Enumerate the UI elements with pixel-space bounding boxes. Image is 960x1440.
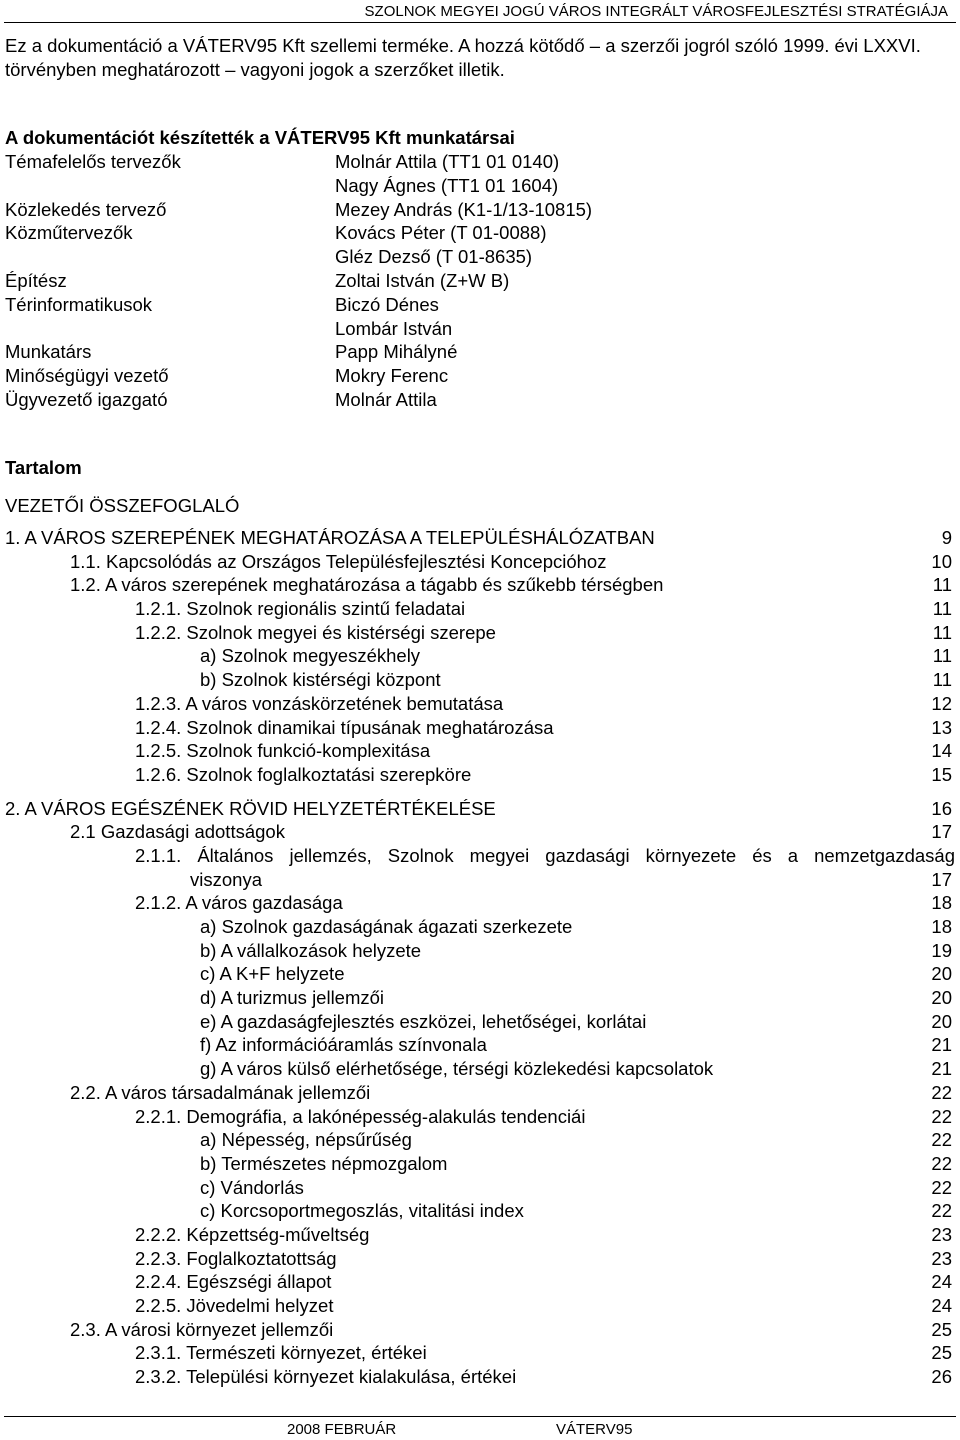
toc-entry-page: 11 — [932, 645, 952, 667]
toc-entry[interactable] — [0, 1081, 960, 1105]
toc-entry-label: viszonya — [190, 868, 262, 890]
toc-entry[interactable] — [0, 1270, 960, 1294]
team-member-name: Lombár István — [335, 317, 453, 339]
team-member-name: Mokry Ferenc — [335, 365, 449, 387]
toc-entry-page: 25 — [931, 1342, 952, 1364]
team-member-name: Molnár Attila (TT1 01 0140) — [335, 151, 560, 172]
toc-entry-label: 2.2.2. Képzettség-műveltség — [135, 1223, 370, 1245]
toc-entry[interactable] — [0, 1294, 960, 1318]
team-row — [5, 198, 955, 222]
toc-entry[interactable] — [0, 1199, 960, 1223]
toc-entry[interactable] — [0, 573, 960, 597]
toc-entry-label: 1.2.4. Szolnok dinamikai típusának meghatározása — [135, 716, 554, 738]
copyright-notice: Ez a dokumentáció a VÁTERV95 Kft szellemi terméke. A hozzá kötődő – a szerzői jogról szóló 1999. évi LXXVI. törvényben meghatározott – vagyoni jogok a szerzőket illetik. — [5, 35, 921, 80]
toc-entry-page: 22 — [931, 1105, 952, 1127]
toc-entry-label: 1.1. Kapcsolódás az Országos Településfejlesztési Koncepcióhoz — [70, 550, 607, 572]
toc-entry[interactable] — [0, 1033, 960, 1057]
toc-entry-label: b) A vállalkozások helyzete — [200, 939, 422, 961]
toc-executive-summary: VEZETŐI ÖSSZEFOGLALÓ — [5, 495, 240, 516]
toc-entry-page: 20 — [931, 1010, 952, 1032]
toc-entry-page: 22 — [931, 1081, 952, 1103]
team-row — [5, 174, 955, 198]
team-role: Építész — [5, 269, 67, 291]
toc-entry[interactable] — [0, 668, 960, 692]
toc-entry[interactable] — [0, 1105, 960, 1129]
toc-entry-page: 20 — [931, 987, 952, 1009]
toc-entry-label: b) Természetes népmozgalom — [200, 1152, 448, 1174]
toc-entry-label: e) A gazdaságfejlesztés eszközei, lehetőségei, korlátai — [200, 1010, 647, 1032]
toc-entry-label: 2.1.2. A város gazdasága — [135, 892, 343, 914]
toc-entry-page: 9 — [941, 527, 952, 548]
team-row — [5, 388, 955, 412]
toc-entry-page: 25 — [931, 1318, 952, 1340]
toc-entry[interactable] — [0, 797, 960, 821]
team-member-name: Mezey András (K1-1/13-10815) — [335, 198, 593, 220]
toc-entry-page: 21 — [931, 1034, 952, 1056]
team-row — [5, 364, 955, 388]
toc-entry-page: 13 — [931, 716, 952, 738]
toc-entry-label: c) Vándorlás — [200, 1176, 304, 1198]
team-row — [5, 293, 955, 317]
toc-entry[interactable] — [0, 1365, 960, 1389]
toc-entry-page: 18 — [931, 892, 952, 914]
toc-entry-label: 2.1 Gazdasági adottságok — [70, 821, 285, 843]
toc-entry-page: 17 — [931, 868, 952, 890]
toc-entry[interactable] — [0, 1128, 960, 1152]
toc-entry-label: 2.2.1. Demográfia, a lakónépesség-alakulás tendenciái — [135, 1105, 586, 1127]
toc-entry-label: 1.2. A város szerepének meghatározása a tágabb és szűkebb térségben — [70, 574, 664, 596]
toc-entry-label: g) A város külső elérhetősége, térségi közlekedési kapcsolatok — [200, 1058, 714, 1080]
toc-entry-label: 2.1.1. Általános jellemzés, Szolnok megyei gazdasági környezete és a nemzetgazdaság — [135, 844, 955, 866]
toc-entry[interactable] — [0, 1341, 960, 1365]
team-row — [5, 245, 955, 269]
toc-entry-page: 16 — [931, 797, 952, 819]
team-list — [5, 150, 955, 412]
toc-entry-label: a) Népesség, népsűrűség — [200, 1129, 412, 1151]
toc-entry-page: 18 — [931, 916, 952, 937]
toc-entry[interactable] — [0, 1152, 960, 1176]
toc-entry[interactable] — [0, 1176, 960, 1200]
toc-entry-label: c) A K+F helyzete — [200, 963, 345, 985]
toc-entry-page: 11 — [932, 669, 952, 691]
team-title: A dokumentációt készítették a VÁTERV95 Kft munkatársai — [5, 127, 515, 148]
toc-entry-label: 2.2.5. Jövedelmi helyzet — [135, 1295, 334, 1316]
toc-entry[interactable] — [0, 820, 960, 844]
team-member-name: Gléz Dezső (T 01-8635) — [335, 246, 533, 268]
toc-entry-label: f) Az információáramlás színvonala — [200, 1034, 487, 1056]
header-title: SZOLNOK MEGYEI JOGÚ VÁROS INTEGRÁLT VÁROSFEJLESZTÉSI STRATÉGIÁJA — [364, 3, 948, 20]
toc-entry-label: d) A turizmus jellemzői — [200, 987, 385, 1009]
team-member-name: Kovács Péter (T 01-0088) — [335, 222, 547, 244]
toc-entry-page: 20 — [931, 963, 952, 985]
toc-entry-label: a) Szolnok gazdaságának ágazati szerkezete — [200, 916, 573, 937]
toc-entry[interactable] — [0, 844, 960, 868]
team-role: Témafelelős tervezők — [5, 151, 181, 172]
toc-entry-page: 11 — [932, 574, 952, 596]
team-row — [5, 317, 955, 341]
team-member-name: Molnár Attila — [335, 388, 437, 410]
toc-entry[interactable] — [0, 868, 960, 892]
toc-entry[interactable] — [0, 1010, 960, 1034]
toc-entry-page: 22 — [931, 1176, 952, 1198]
toc-entry[interactable] — [0, 1223, 960, 1247]
toc-entry-label: 1.2.2. Szolnok megyei és kistérségi szerepe — [135, 621, 496, 643]
toc-entry-label: 1.2.1. Szolnok regionális szintű feladatai — [135, 598, 466, 620]
team-row — [5, 269, 955, 293]
toc-entry-page: 11 — [932, 621, 952, 643]
toc-entry-label: 2.2.4. Egészségi állapot — [135, 1271, 332, 1293]
toc-entry-page: 24 — [931, 1295, 952, 1316]
team-role: Közműtervezők — [5, 222, 133, 244]
toc-entry[interactable] — [0, 1318, 960, 1342]
toc-entry-page: 21 — [931, 1058, 952, 1080]
toc-entry[interactable] — [0, 597, 960, 621]
team-row — [5, 340, 955, 364]
toc-entry[interactable] — [0, 763, 960, 787]
team-role: Minőségügyi vezető — [5, 365, 169, 387]
footer-date: 2008 FEBRUÁR — [287, 1421, 397, 1438]
toc-entry-page: 22 — [931, 1152, 952, 1174]
toc-entry[interactable] — [0, 739, 960, 763]
toc-entry-label: 2. A VÁROS EGÉSZÉNEK RÖVID HELYZETÉRTÉKELÉSE — [5, 797, 496, 819]
toc-entry[interactable] — [0, 621, 960, 645]
toc-entry-page: 26 — [931, 1366, 952, 1388]
team-role: Munkatárs — [5, 341, 92, 363]
toc-entry-page: 23 — [931, 1223, 952, 1245]
toc-entry-label: 1.2.3. A város vonzáskörzetének bemutatása — [135, 692, 504, 714]
toc-title: Tartalom — [5, 457, 82, 478]
team-row — [5, 221, 955, 245]
toc-entry-label: 2.2.3. Foglalkoztatottság — [135, 1247, 337, 1269]
toc-entry-page: 22 — [931, 1129, 952, 1151]
toc-entry-page: 14 — [931, 740, 952, 762]
team-member-name: Papp Mihályné — [335, 341, 458, 363]
toc-entry-label: 2.3. A városi környezet jellemzői — [70, 1318, 334, 1340]
toc-entry[interactable] — [0, 550, 960, 574]
toc-entry[interactable] — [0, 891, 960, 915]
page-footer — [0, 1408, 960, 1440]
toc-entry-page: 17 — [931, 821, 952, 843]
toc-entry[interactable] — [0, 644, 960, 668]
toc-entry[interactable] — [0, 915, 960, 939]
team-role: Közlekedés tervező — [5, 198, 167, 220]
toc-entry-label: b) Szolnok kistérségi központ — [200, 669, 441, 691]
team-member-name: Nagy Ágnes (TT1 01 1604) — [335, 174, 559, 196]
team-role: Ügyvezető igazgató — [5, 388, 168, 410]
toc-entry-label: 1.2.5. Szolnok funkció-komplexitása — [135, 740, 431, 762]
toc-entry-label: 2.3.1. Természeti környezet, értékei — [135, 1342, 427, 1364]
toc-entry-page: 15 — [931, 763, 952, 785]
toc-entry[interactable] — [0, 986, 960, 1010]
toc-entry-page: 11 — [932, 598, 952, 620]
toc-entry-page: 24 — [931, 1271, 952, 1293]
team-role: Térinformatikusok — [5, 293, 153, 315]
team-member-name: Biczó Dénes — [335, 293, 439, 315]
toc-entry[interactable] — [0, 1057, 960, 1081]
toc-entry-page: 23 — [931, 1247, 952, 1269]
toc-entry[interactable] — [0, 692, 960, 716]
toc-entry-label: 2.2. A város társadalmának jellemzői — [70, 1081, 371, 1103]
toc-entry-label: c) Korcsoportmegoszlás, vitalitási index — [200, 1200, 524, 1222]
team-row — [5, 150, 955, 174]
toc-entry-label: a) Szolnok megyeszékhely — [200, 645, 421, 667]
toc-entry-page: 12 — [931, 692, 952, 714]
toc-list — [0, 526, 960, 1389]
toc-entry[interactable] — [0, 939, 960, 963]
header-rule — [4, 22, 956, 23]
toc-entry[interactable] — [0, 526, 960, 550]
footer-rule — [4, 1416, 956, 1417]
page-header — [0, 0, 960, 24]
toc-entry-page: 22 — [931, 1200, 952, 1222]
toc-entry-label: 1. A VÁROS SZEREPÉNEK MEGHATÁROZÁSA A TELEPÜLÉSHÁLÓZATBAN — [5, 527, 655, 548]
toc-entry-page: 19 — [931, 939, 952, 961]
toc-entry-page: 10 — [931, 550, 952, 572]
toc-entry[interactable] — [0, 716, 960, 740]
footer-brand: VÁTERV95 — [556, 1421, 633, 1438]
toc-entry-label: 1.2.6. Szolnok foglalkoztatási szerepköre — [135, 763, 472, 785]
toc-entry[interactable] — [0, 1247, 960, 1271]
toc-entry-label: 2.3.2. Települési környezet kialakulása, értékei — [135, 1366, 517, 1388]
toc-entry[interactable] — [0, 962, 960, 986]
team-member-name: Zoltai István (Z+W B) — [335, 269, 510, 291]
